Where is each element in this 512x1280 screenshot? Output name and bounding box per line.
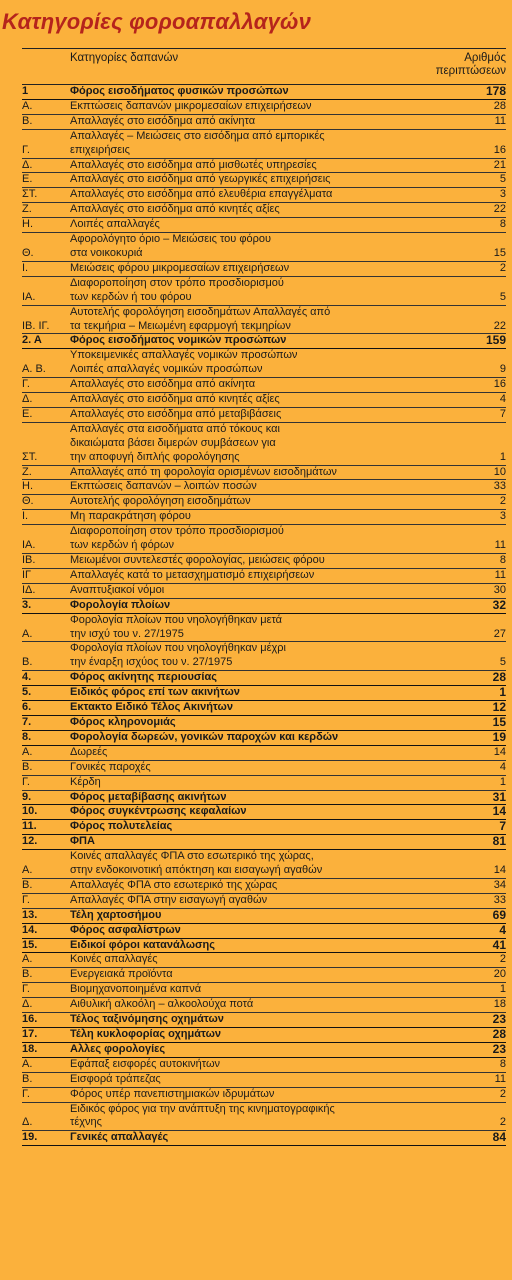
category-row	[22, 731, 506, 746]
subcategory-row	[22, 642, 506, 671]
row-count: 31	[492, 789, 506, 804]
row-label: Βιομηχανοποιημένα καπνά	[70, 983, 202, 996]
row-number: Γ.	[22, 378, 30, 391]
table-body	[22, 85, 506, 1146]
row-label: Ειδικός φόρος επί των ακινήτων	[70, 686, 240, 699]
row-number: Ε.	[22, 407, 33, 420]
row-label: Εισφορά τράπεζας	[70, 1072, 161, 1085]
row-count: 4	[499, 760, 506, 773]
row-count: 11	[494, 114, 506, 127]
row-number: 19.	[22, 1131, 38, 1144]
row-number: 18.	[22, 1042, 38, 1055]
category-row	[22, 686, 506, 701]
row-label: Κοινές απαλλαγές	[70, 953, 158, 966]
row-number: 2. Α	[22, 334, 42, 347]
row-count: 178	[485, 84, 506, 98]
row-count: 28	[492, 670, 506, 685]
row-number: Α.	[22, 99, 33, 112]
subcategory-row	[22, 1058, 506, 1073]
row-number: Γ.	[22, 143, 30, 156]
row-count: 3	[499, 510, 506, 523]
row-count: 14	[492, 804, 506, 819]
header-category: Κατηγορίες δαπανών	[70, 52, 179, 64]
row-count: 14	[493, 864, 506, 877]
row-count: 7	[499, 819, 506, 834]
row-number: Β.	[22, 878, 33, 891]
category-row	[22, 599, 506, 614]
row-label: Διαφοροποίηση στον τρόπο προσδιορισμού των κερδών ή φόρων	[70, 525, 284, 552]
row-count: 33	[493, 893, 506, 906]
category-row	[22, 716, 506, 731]
row-label: Φορολογία πλοίων που νηολογήθηκαν μέχρι την έναρξη ισχύος του ν. 27/1975	[70, 642, 286, 669]
header-count: Αριθμός περιπτώσεων	[435, 52, 506, 77]
row-count: 20	[493, 968, 506, 981]
row-label: Φόρος ασφαλίστρων	[70, 923, 181, 936]
row-count: 1	[499, 983, 506, 996]
row-label: Εφάπαξ εισφορές αυτοκινήτων	[70, 1057, 221, 1070]
row-label: Φόρος ακίνητης περιουσίας	[70, 671, 217, 684]
row-number: Δ.	[22, 158, 33, 171]
row-number: Η.	[22, 480, 33, 493]
row-count: 16	[493, 143, 506, 156]
row-number: 1	[22, 85, 29, 97]
row-count: 2	[499, 1087, 506, 1100]
table-header	[22, 49, 506, 85]
row-count: 11	[494, 568, 506, 581]
row-count: 5	[499, 290, 506, 303]
category-row	[22, 924, 506, 939]
row-number: Β.	[22, 114, 33, 127]
subcategory-row	[22, 510, 506, 525]
row-label: ΦΠΑ	[70, 835, 95, 848]
row-label: Απαλλαγές κατά το μετασχηματισμό επιχειρήσεων	[70, 568, 315, 581]
category-row	[22, 835, 506, 850]
category-row	[22, 1028, 506, 1043]
category-row	[22, 701, 506, 716]
row-count: 2	[499, 953, 506, 966]
row-number: Ι.	[22, 510, 29, 523]
row-number: Γ.	[22, 1087, 30, 1100]
row-number: Θ.	[22, 495, 34, 508]
row-count: 16	[493, 378, 506, 391]
row-label: Φόρος κληρονομιάς	[70, 715, 176, 728]
row-label: Απαλλαγές στο εισόδημα από γεωργικές επιχειρήσεις	[70, 173, 331, 186]
subcategory-row	[22, 349, 506, 378]
row-label: Αυτοτελής φορολόγηση εισοδημάτων	[70, 495, 251, 508]
subcategory-row	[22, 480, 506, 495]
row-count: 28	[493, 99, 506, 112]
subcategory-row	[22, 130, 506, 159]
row-number: ΙΒ.	[22, 554, 36, 566]
subcategory-row	[22, 998, 506, 1013]
row-count: 22	[493, 319, 506, 332]
row-count: 18	[493, 998, 506, 1011]
subcategory-row	[22, 423, 506, 466]
row-number: Α.	[22, 864, 33, 877]
row-count: 41	[492, 937, 506, 952]
row-label: Αιθυλική αλκοόλη – αλκοολούχα ποτά	[70, 998, 254, 1011]
row-count: 8	[499, 218, 506, 231]
row-count: 5	[499, 656, 506, 669]
row-number: ΙΒ. ΙΓ.	[22, 319, 50, 332]
row-number: 9.	[22, 790, 32, 803]
row-number: ΙΔ.	[22, 583, 36, 596]
subcategory-row	[22, 525, 506, 554]
row-label: Γονικές παροχές	[70, 760, 151, 773]
row-count: 10	[493, 465, 506, 478]
row-number: 6.	[22, 701, 32, 714]
row-number: Α.	[22, 1057, 33, 1070]
row-label: Υποκειμενικές απαλλαγές νομικών προσώπων Λοιπές απαλλαγές νομικών προσώπων	[70, 349, 298, 376]
row-label: Ειδικός φόρος για την ανάπτυξη της κινηματογραφικής τέχνης	[70, 1102, 335, 1129]
row-number: Δ.	[22, 393, 33, 406]
row-count: 12	[492, 700, 506, 715]
row-count: 2	[499, 261, 506, 274]
row-count: 34	[493, 878, 506, 891]
row-number: Α.	[22, 745, 33, 758]
subcategory-row	[22, 1073, 506, 1088]
row-count: 8	[499, 1057, 506, 1070]
row-number: Δ.	[22, 998, 33, 1011]
subcategory-row	[22, 408, 506, 423]
row-number: 16.	[22, 1013, 38, 1026]
row-count: 23	[492, 1041, 506, 1056]
row-number: 7.	[22, 715, 32, 728]
row-number: Δ.	[22, 1116, 33, 1129]
subcategory-row	[22, 968, 506, 983]
row-count: 11	[494, 1072, 506, 1085]
row-label: Φόρος εισοδήματος νομικών προσώπων	[70, 334, 287, 347]
category-row	[22, 805, 506, 820]
row-count: 22	[493, 203, 506, 216]
row-count: 4	[499, 393, 506, 406]
row-label: Τέλη κυκλοφορίας οχημάτων	[70, 1028, 221, 1040]
row-number: 5.	[22, 686, 32, 699]
row-label: Ενεργειακά προϊόντα	[70, 968, 173, 981]
row-label: Μειωμένοι συντελεστές φορολογίας, μειώσεις φόρου	[70, 554, 325, 566]
subcategory-row	[22, 188, 506, 203]
row-count: 159	[485, 333, 506, 348]
subcategory-row	[22, 614, 506, 643]
category-row	[22, 1013, 506, 1028]
row-count: 28	[492, 1027, 506, 1041]
row-number: Ζ.	[22, 465, 32, 478]
subcategory-row	[22, 115, 506, 130]
subcategory-row	[22, 894, 506, 909]
subcategory-row	[22, 173, 506, 188]
row-label: Φορολογία πλοίων	[70, 598, 171, 611]
row-label: Φορολογία πλοίων που νηολογήθηκαν μετά την ισχύ του ν. 27/1975	[70, 613, 283, 640]
row-number: Γ.	[22, 775, 30, 788]
row-number: Α. Β.	[22, 363, 46, 376]
row-count: 84	[492, 1130, 506, 1145]
row-count: 9	[499, 363, 506, 376]
row-label: Απαλλαγές από τη φορολογία ορισμένων εισοδημάτων	[70, 465, 337, 478]
category-row	[22, 334, 506, 349]
subcategory-row	[22, 393, 506, 408]
row-count: 30	[493, 583, 506, 596]
subcategory-row	[22, 203, 506, 218]
row-label: Φόρος υπέρ πανεπιστημιακών ιδρυμάτων	[70, 1087, 275, 1100]
row-number: 14.	[22, 923, 38, 936]
row-count: 7	[499, 407, 506, 420]
subcategory-row	[22, 983, 506, 998]
subcategory-row	[22, 1088, 506, 1103]
row-label: Διαφοροποίηση στον τρόπο προσδιορισμού των κερδών ή του φόρου	[70, 276, 284, 303]
subcategory-row	[22, 746, 506, 761]
row-number: ΙΑ.	[22, 290, 36, 303]
subcategory-row	[22, 277, 506, 306]
row-count: 27	[493, 627, 506, 640]
row-label: Αναπτυξιακοί νόμοι	[70, 583, 165, 596]
row-label: Αφορολόγητο όριο – Μειώσεις του φόρου στα νοικοκυριά	[70, 233, 271, 259]
row-label: Απαλλαγές στο εισόδημα από ακίνητα	[70, 378, 256, 391]
subcategory-row	[22, 761, 506, 776]
subcategory-row	[22, 879, 506, 894]
row-label: Εκπτώσεις δαπανών μικρομεσαίων επιχειρήσεων	[70, 99, 312, 112]
row-label: Κέρδη	[70, 775, 101, 788]
row-number: Ε.	[22, 173, 33, 186]
row-number: Α.	[22, 953, 33, 966]
row-count: 81	[492, 834, 506, 849]
row-label: Μειώσεις φόρου μικρομεσαίων επιχειρήσεων	[70, 261, 290, 274]
row-number: Γ.	[22, 893, 30, 906]
subcategory-row	[22, 554, 506, 569]
row-label: Αυτοτελής φορολόγηση εισοδημάτων Απαλλαγές από τα τεκμήρια – Μειωμένη εφαρμογή τεκμηρίων	[70, 305, 331, 332]
row-label: Εκτακτο Ειδικό Τέλος Ακινήτων	[70, 701, 233, 714]
row-count: 15	[492, 714, 506, 729]
row-number: 15.	[22, 938, 38, 951]
subcategory-row	[22, 495, 506, 510]
row-label: Απαλλαγές στο εισόδημα από ακίνητα	[70, 114, 256, 127]
row-count: 8	[499, 554, 506, 566]
row-number: ΣΤ.	[22, 188, 38, 201]
row-label: Φόρος συγκέντρωσης κεφαλαίων	[70, 805, 247, 818]
subcategory-row	[22, 218, 506, 233]
row-label: Φορολογία δωρεών, γονικών παροχών και κερδών	[70, 730, 339, 743]
row-number: Θ.	[22, 246, 34, 259]
row-label: Απαλλαγές στο εισόδημα από κινητές αξίες	[70, 203, 280, 216]
row-label: Απαλλαγές ΦΠΑ στην εισαγωγή αγαθών	[70, 893, 268, 906]
subcategory-row	[22, 159, 506, 174]
row-count: 15	[493, 246, 506, 259]
row-label: Δωρεές	[70, 745, 108, 758]
row-number: 11.	[22, 820, 37, 833]
subcategory-row	[22, 1103, 506, 1132]
row-number: Η.	[22, 218, 33, 231]
row-number: ΣΤ.	[22, 450, 38, 463]
subcategory-row	[22, 100, 506, 115]
row-label: Ειδικοί φόροι κατανάλωσης	[70, 938, 215, 951]
subcategory-row	[22, 262, 506, 277]
row-label: Απαλλαγές ΦΠΑ στο εσωτερικό της χώρας	[70, 878, 278, 891]
row-count: 2	[499, 1116, 506, 1129]
category-row	[22, 820, 506, 835]
subcategory-row	[22, 466, 506, 481]
row-count: 33	[493, 480, 506, 493]
row-label: Φόρος εισοδήματος φυσικών προσώπων	[70, 85, 289, 97]
row-number: ΙΑ.	[22, 539, 36, 552]
row-count: 4	[499, 922, 506, 937]
row-number: Γ.	[22, 983, 30, 996]
row-count: 32	[492, 597, 506, 612]
row-number: 10.	[22, 805, 38, 818]
row-number: Β.	[22, 968, 33, 981]
row-label: Απαλλαγές στο εισόδημα από μισθωτές υπηρεσίες	[70, 158, 317, 171]
category-row	[22, 939, 506, 954]
row-label: Αλλες φορολογίες	[70, 1042, 166, 1055]
subcategory-row	[22, 569, 506, 584]
row-count: 1	[499, 775, 506, 788]
subcategory-row	[22, 953, 506, 968]
category-row	[22, 85, 506, 100]
row-label: Απαλλαγές στο εισόδημα από ελευθέρια επαγγέλματα	[70, 188, 333, 201]
category-row	[22, 1043, 506, 1058]
row-count: 69	[492, 907, 506, 922]
row-label: Λοιπές απαλλαγές	[70, 218, 160, 231]
row-count: 1	[499, 450, 506, 463]
row-count: 21	[493, 158, 506, 171]
row-label: Απαλλαγές – Μειώσεις στο εισόδημα από εμπορικές επιχειρήσεις	[70, 129, 325, 156]
subcategory-row	[22, 306, 506, 335]
row-number: ΙΓ	[22, 568, 32, 581]
row-label: Απαλλαγές στο εισόδημα από κινητές αξίες	[70, 393, 280, 406]
subcategory-row	[22, 776, 506, 791]
row-number: 12.	[22, 835, 38, 848]
subcategory-row	[22, 584, 506, 599]
category-row	[22, 671, 506, 686]
row-number: Α.	[22, 627, 33, 640]
row-label: Τέλος ταξινόμησης οχημάτων	[70, 1013, 224, 1026]
row-number: Β.	[22, 760, 33, 773]
row-number: Β.	[22, 656, 33, 669]
row-label: Κοινές απαλλαγές ΦΠΑ στο εσωτερικό της χώρας, στην ενδοκοινοτική απόκτηση και εισαγωγή αγαθών	[70, 850, 323, 877]
row-label: Απαλλαγές στα εισοδήματα από τόκους και δικαιώματα βάσει διμερών συμβάσεων για την αποφυγή διπλής φορολόγησης	[70, 422, 280, 463]
row-number: 3.	[22, 598, 32, 611]
row-label: Φόρος μεταβίβασης ακινήτων	[70, 790, 227, 803]
row-count: 5	[499, 173, 506, 186]
category-row	[22, 1131, 506, 1146]
row-label: Τέλη χαρτοσήμου	[70, 908, 162, 921]
row-number: Β.	[22, 1072, 33, 1085]
page-title: Κατηγορίες φοροαπαλλαγών	[2, 9, 312, 34]
row-number: 13.	[22, 908, 38, 921]
row-label: Εκπτώσεις δαπανών – λοιπών ποσών	[70, 480, 257, 493]
row-count: 14	[493, 745, 506, 758]
row-label: Απαλλαγές στο εισόδημα από μεταβιβάσεις	[70, 407, 282, 420]
row-number: Ζ.	[22, 203, 32, 216]
row-count: 2	[499, 495, 506, 508]
row-label: Μη παρακράτηση φόρου	[70, 510, 191, 523]
subcategory-row	[22, 233, 506, 262]
row-label: Γενικές απαλλαγές	[70, 1131, 169, 1144]
row-label: Φόρος πολυτελείας	[70, 820, 173, 833]
row-count: 3	[499, 188, 506, 201]
subcategory-row	[22, 378, 506, 393]
row-number: Ι.	[22, 261, 29, 274]
subcategory-row	[22, 850, 506, 879]
row-count: 23	[492, 1012, 506, 1027]
row-number: 17.	[22, 1028, 38, 1040]
category-row	[22, 791, 506, 806]
row-count: 1	[499, 685, 506, 700]
row-count: 19	[492, 729, 506, 744]
row-count: 11	[494, 539, 506, 552]
category-row	[22, 909, 506, 924]
row-number: 8.	[22, 730, 32, 743]
row-number: 4.	[22, 671, 32, 684]
